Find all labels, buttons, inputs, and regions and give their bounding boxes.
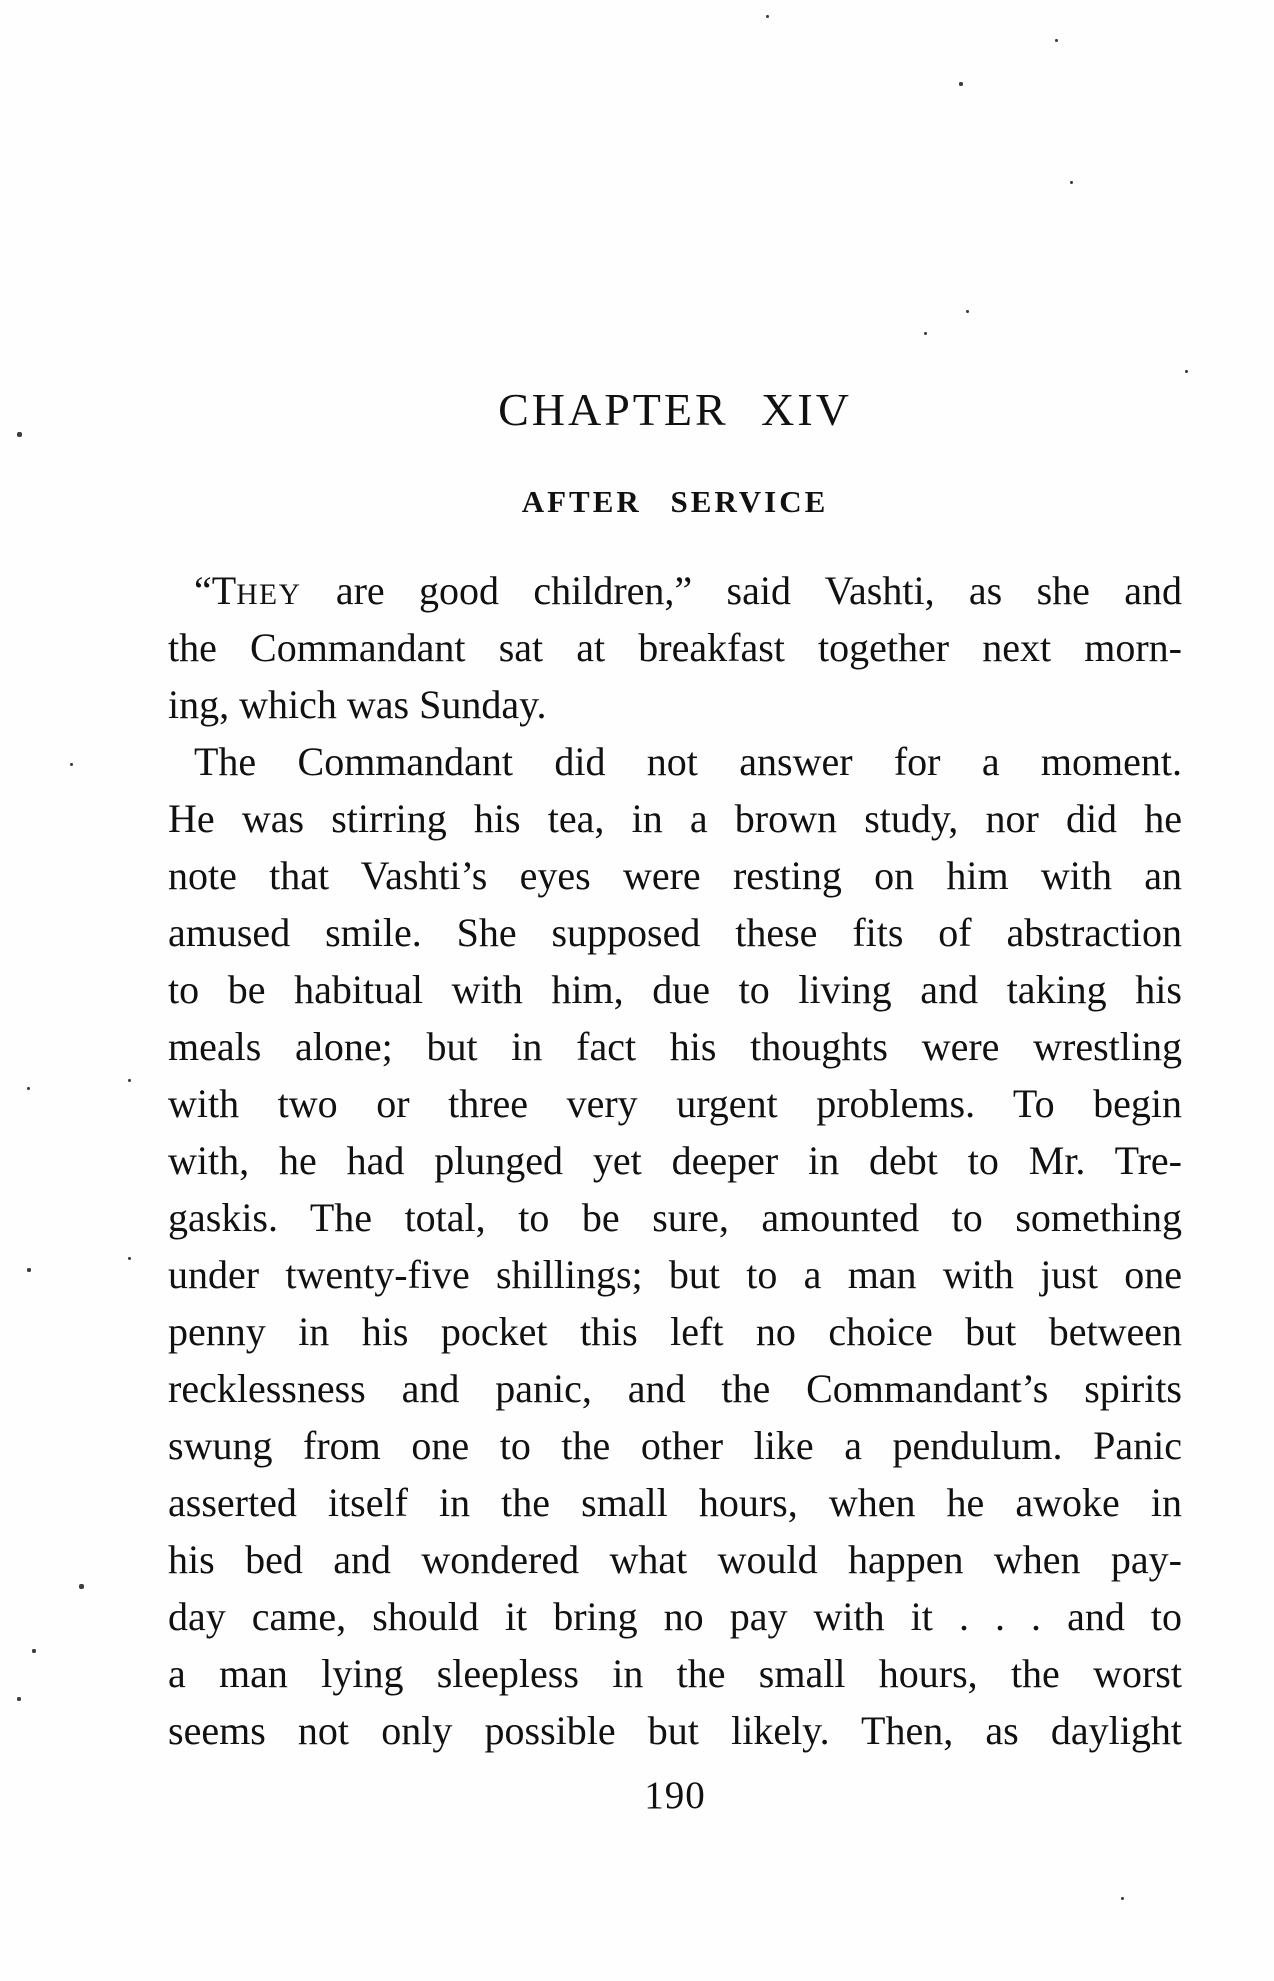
paragraph: [168, 733, 1182, 1759]
text-line: penny in his pocket this left no choice but between: [168, 1309, 1182, 1354]
body-text: [168, 562, 1182, 1759]
scan-speck: [766, 15, 769, 18]
scan-speck: [1070, 181, 1073, 184]
scan-speck: [924, 332, 927, 335]
text-line: seems not only possible but likely. Then, as daylight: [168, 1708, 1182, 1753]
scan-speck: [1185, 370, 1188, 373]
scan-speck: [32, 1649, 36, 1653]
text-line: with two or three very urgent problems. To begin: [168, 1081, 1182, 1126]
scan-speck: [27, 1087, 30, 1090]
text-line: his bed and wondered what would happen when pay-: [168, 1537, 1182, 1582]
text-line: ing, which was Sunday.: [168, 682, 547, 727]
text-line: day came, should it bring no pay with it . . . and to: [168, 1594, 1182, 1639]
text-line: under twenty-five shillings; but to a man with just one: [168, 1252, 1182, 1297]
paragraph: [168, 562, 1182, 733]
chapter-heading: CHAPTER XIV: [498, 384, 852, 435]
text-line: swung from one to the other like a pendulum. Panic: [168, 1423, 1182, 1468]
scan-speck: [128, 1257, 131, 1260]
text-line: note that Vashti’s eyes were resting on him with an: [168, 853, 1182, 898]
scan-speck: [966, 310, 969, 313]
text-line: the Commandant sat at breakfast together next morn-: [168, 625, 1182, 670]
text-line: gaskis. The total, to be sure, amounted to something: [168, 1195, 1182, 1240]
scan-speck: [27, 1268, 31, 1272]
section-heading: AFTER SERVICE: [521, 484, 829, 519]
text-line: He was stirring his tea, in a brown study, nor did he: [168, 796, 1182, 841]
text-line: “THEY are good children,” said Vashti, as she and: [194, 568, 1182, 613]
text-line: amused smile. She supposed these fits of abstraction: [168, 910, 1182, 955]
scan-speck: [79, 1584, 84, 1589]
text-line: recklessness and panic, and the Commandant’s spirits: [168, 1366, 1182, 1411]
text-line: to be habitual with him, due to living and taking his: [168, 967, 1182, 1012]
scan-speck: [17, 1697, 21, 1701]
text-line: The Commandant did not answer for a moment.: [194, 739, 1182, 784]
page-number: 190: [644, 1774, 706, 1817]
text-line: meals alone; but in fact his thoughts were wrestling: [168, 1024, 1182, 1069]
text-line: a man lying sleepless in the small hours, the worst: [168, 1651, 1182, 1696]
scan-speck: [1055, 39, 1058, 42]
scan-speck: [128, 1079, 131, 1082]
text-line: asserted itself in the small hours, when he awoke in: [168, 1480, 1182, 1525]
text-line: with, he had plunged yet deeper in debt to Mr. Tre-: [168, 1138, 1182, 1183]
scan-speck: [70, 763, 73, 766]
scan-speck: [17, 432, 22, 437]
scan-speck: [959, 82, 963, 86]
scan-speck: [1121, 1897, 1124, 1900]
